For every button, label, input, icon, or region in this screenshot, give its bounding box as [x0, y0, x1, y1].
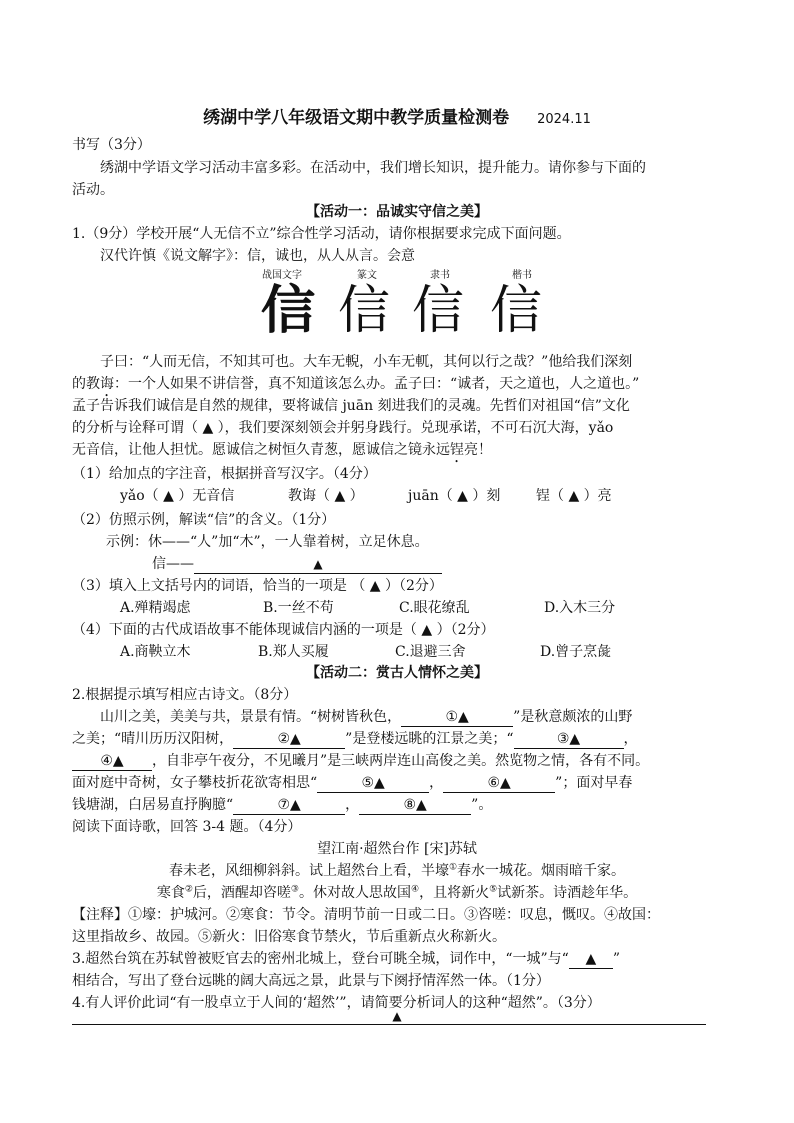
option-b[interactable]: B.一丝不苟	[263, 600, 334, 616]
label-seal-script: 篆文	[357, 270, 377, 281]
label-clerical-script: 隶书	[430, 270, 450, 281]
note-mark: ③	[290, 884, 299, 895]
glyph-warring-states: 信	[260, 280, 316, 341]
fill-text: ”是登楼远眺的江景之美；“	[345, 731, 514, 747]
poetry-fill-line-2	[72, 729, 722, 749]
passage-text: ：一个人如果不讲信誉，真不知道该怎么办。孟子曰：“诚者，天之道也，人之道也。”	[114, 376, 640, 392]
poem-notes-line-1: 【注释】①壕：护城河。②寒食：节令。清明节前一日或二日。③咨嗟：叹息，慨叹。④故国：	[72, 907, 660, 923]
question-4-stem: 4.有人评价此词“有一股卓立于人间的‘超然’”，请简要分析词人的这种“超然”。（3分）	[72, 995, 601, 1011]
answer-line-q4-marker: ▲	[392, 1009, 402, 1023]
poem-notes-line-2: 这里指故乡、故园。⑤新火：旧俗寒食节禁火，节后重新点火称新火。	[72, 929, 506, 945]
poetry-fill-line-3	[72, 751, 722, 771]
reading-prompt: 阅读下面诗歌，回答 3-4 题。（4分）	[72, 819, 302, 835]
fill-text: ，	[429, 775, 444, 791]
question-1-stem: 1.（9分）学校开展“人无信不立”综合性学习活动，请你根据要求完成下面问题。	[72, 226, 571, 242]
note-mark: ④	[411, 884, 420, 895]
fill-text: ，	[345, 797, 360, 813]
item-juan[interactable]: juān（ ▲ ）刻	[408, 488, 501, 504]
dotted-char-zeng: 锃	[450, 442, 464, 458]
item-yao[interactable]: yǎo（ ▲ ）无音信	[120, 488, 235, 504]
item-zeng[interactable]: 锃（ ▲ ）亮	[536, 488, 612, 504]
poem-text: ，且将新火	[419, 885, 490, 901]
sub-question-2-answer	[72, 554, 722, 574]
sub-question-1-stem: （1）给加点的字注音，根据拼音写汉字。（4分）	[72, 466, 377, 482]
poetry-fill-line-4	[72, 773, 722, 793]
question-3-line-1	[72, 949, 722, 969]
option-a[interactable]: A.商鞅立木	[120, 644, 191, 660]
poetry-fill-line-5	[72, 795, 722, 815]
script-style-labels	[0, 266, 794, 282]
passage-line-1: 子曰：“人而无信，不知其可也。大车无輗，小车无軏，其何以行之哉？”他给我们深刻	[100, 354, 633, 370]
note-mark: ②	[184, 884, 193, 895]
blank-1[interactable]: ①▲	[401, 709, 513, 727]
poem-text: 后，酒醒却咨嗟	[192, 885, 291, 901]
blank-7[interactable]: ⑦▲	[233, 797, 345, 815]
passage-line-5	[72, 440, 722, 466]
poetry-fill-line-1	[72, 707, 722, 727]
intro-paragraph: 绣湖中学语文学习活动丰富多彩。在活动中，我们增长知识，提升能力。请你参与下面的	[100, 160, 646, 176]
fill-text: 面对庭中奇树，女子攀枝折花欲寄相思“	[72, 775, 318, 791]
blank-6[interactable]: ⑥▲	[443, 775, 555, 793]
option-d[interactable]: D.曾子烹彘	[540, 644, 612, 660]
note-mark: ①	[448, 862, 458, 873]
option-c[interactable]: C.眼花缭乱	[399, 600, 470, 616]
sub-question-3-stem: （3）填入上文括号内的词语，恰当的一项是 （ ▲ ）（2分）	[72, 578, 443, 594]
page-title: 绣湖中学八年级语文期中教学质量检测卷	[203, 108, 510, 128]
blank-8[interactable]: ⑧▲	[359, 797, 471, 815]
poem-text: 寒食	[156, 885, 185, 901]
shuowen-source: 汉代许慎《说文解字》：信，诚也，从人从言。会意	[100, 248, 415, 264]
passage-text: 无音信，让他人担忧。愿诚信之树恒久青葱，愿诚信之镜永远	[72, 442, 450, 458]
xin-character-evolution	[0, 282, 794, 342]
option-c[interactable]: C.退避三舍	[395, 644, 466, 660]
passage-text: 亮！	[464, 442, 492, 458]
poem-line-1	[72, 861, 722, 881]
fill-text: 之美；“晴川历历汉阳树，	[72, 731, 234, 747]
glyph-clerical: 信	[412, 281, 465, 341]
sub-question-4-options	[72, 642, 722, 662]
sub-question-3-options	[72, 598, 722, 618]
passage-line-4: 的分析与诠释可谓（ ▲ ），我们要深刻领会并躬身践行。兑现承诺，不可石沉大海，yǎo	[72, 420, 614, 436]
blank-3[interactable]: ③▲	[514, 731, 624, 749]
writing-score: 书写（3分）	[72, 137, 151, 153]
question-text: ”	[612, 951, 620, 967]
sub-question-2-example: 示例：休——“人”加“木”，一人靠着树，立足休息。	[106, 534, 429, 550]
activity-two-heading: 【活动二：赏古人情怀之美】	[306, 665, 488, 681]
option-d[interactable]: D.入木三分	[544, 600, 616, 616]
exam-date: 2024.11	[537, 112, 591, 127]
fill-text: ”；面对早春	[555, 775, 633, 791]
answer-blank-q3[interactable]: ▲	[569, 951, 613, 969]
fill-text: ，	[623, 731, 638, 747]
fill-text: ，自非亭午夜分，不见曦月”是三峡两岸连山高俊之美。然览物之情，各有不同。	[152, 753, 650, 769]
poem-text: 春水一城花。烟雨暗千家。	[457, 863, 626, 879]
answer-marker: ▲	[313, 557, 323, 571]
label-warring-states: 战国文字	[262, 270, 302, 281]
sub-question-1-items	[72, 486, 722, 506]
fill-text: ”。	[471, 797, 493, 813]
fill-text: ”是秋意颇浓的山野	[513, 709, 633, 725]
item-jiaohui[interactable]: 教诲（ ▲ ）	[288, 488, 364, 504]
glyph-regular: 信	[490, 281, 543, 341]
blank-4[interactable]: ④▲	[72, 753, 152, 771]
question-text: 3.超然台筑在苏轼曾被贬官去的密州北城上，登台可眺全城，词作中，“一城”与“	[72, 951, 569, 967]
option-b[interactable]: B.郑人买履	[258, 644, 329, 660]
blank-5[interactable]: ⑤▲	[317, 775, 429, 793]
answer-blank-xin[interactable]	[194, 556, 442, 574]
page-header	[72, 108, 722, 130]
poem-text: 春未老，风细柳斜斜。试上超然台上看，半壕	[168, 863, 449, 879]
note-mark: ⑤	[489, 884, 498, 895]
dotted-char-hui: 诲	[100, 376, 114, 392]
answer-line-q4[interactable]	[72, 1024, 706, 1025]
intro-paragraph-end: 活动。	[72, 182, 114, 198]
label-regular-script: 楷书	[512, 270, 532, 281]
option-a[interactable]: A.殚精竭虑	[120, 600, 191, 616]
sub-question-4-stem: （4）下面的古代成语故事不能体现诚信内涵的一项是（ ▲ ）（2分）	[72, 622, 495, 638]
passage-text: 的教	[72, 376, 100, 392]
poem-text: 。休对故人思故国	[299, 885, 411, 901]
poem-line-2	[72, 883, 722, 903]
question-2-stem: 2.根据提示填写相应古诗文。（8分）	[72, 687, 298, 703]
sub-question-2-stem: （2）仿照示例，解读“信”的含义。（1分）	[72, 512, 336, 528]
poem-title: 望江南·超然台作 [宋]苏轼	[317, 841, 477, 857]
glyph-seal: 信	[338, 281, 391, 341]
answer-prefix: 信——	[152, 556, 194, 572]
blank-2[interactable]: ②▲	[233, 731, 345, 749]
fill-text: 山川之美，美美与共，景景有情。“树树皆秋色，	[100, 709, 402, 725]
poem-text: 试新茶。诗酒趁年华。	[497, 885, 638, 901]
fill-text: 钱塘湖，白居易直抒胸臆“	[72, 797, 234, 813]
activity-one-heading: 【活动一：品诚实守信之美】	[306, 204, 488, 220]
question-3-line-2: 相结合，写出了登台远眺的阔大高远之景，此景与下阕抒情浑然一体。（1分）	[72, 973, 550, 989]
passage-line-3: 孟子告诉我们诚信是自然的规律，要将诚信 juān 刻进我们的灵魂。先哲们对祖国“信”文化	[72, 398, 630, 414]
